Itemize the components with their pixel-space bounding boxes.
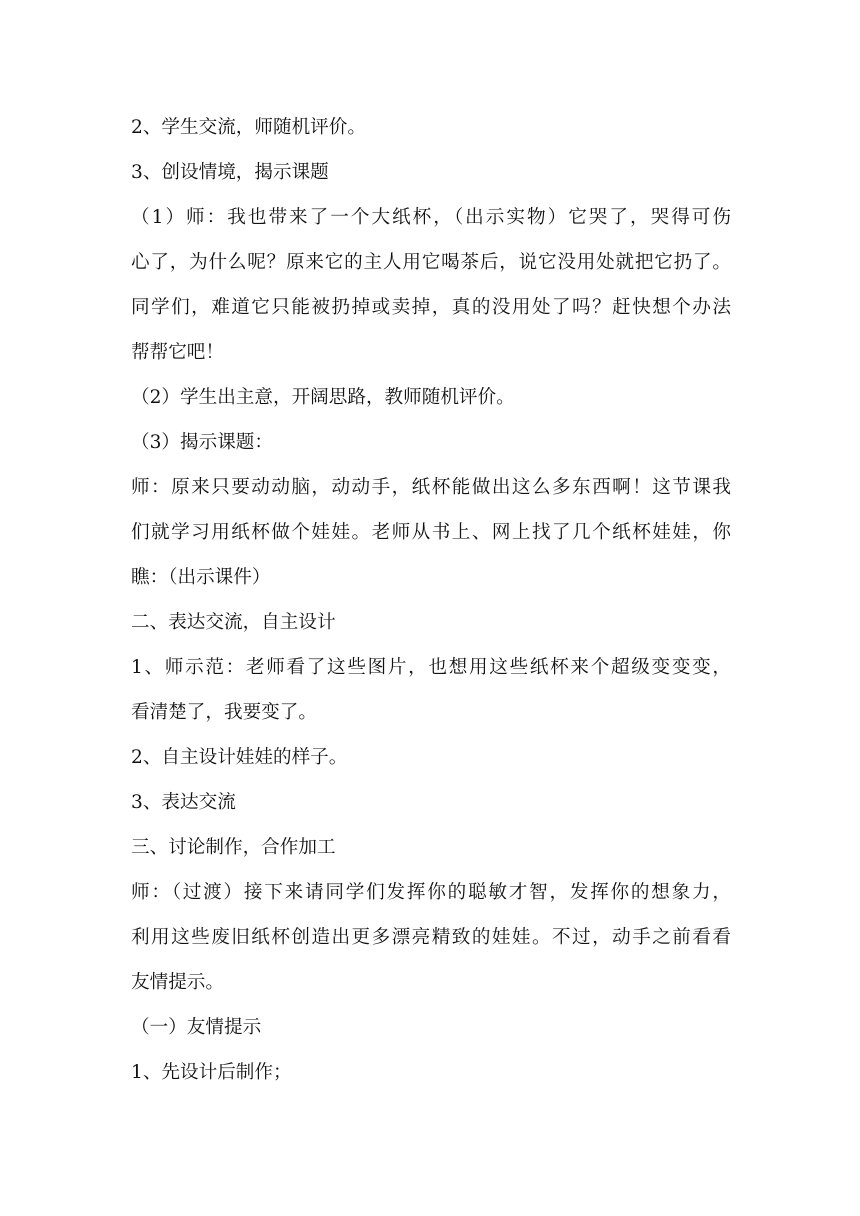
text-line: 1、先设计后制作； — [131, 1062, 292, 1083]
text-line: 心了，为什么呢？原来它的主人用它喝茶后，说它没用处就把它扔了。 — [131, 252, 731, 273]
text-line: 2、自主设计娃娃的样子。 — [131, 747, 348, 768]
text-line: 师：原来只要动动脑，动动手，纸杯能做出这么多东西啊！这节课我 — [131, 477, 731, 498]
text-line: （2）学生出主意，开阔思路，教师随机评价。 — [131, 387, 515, 408]
text-line: 三、讨论制作，合作加工 — [131, 837, 336, 858]
text-line: 3、创设情境，揭示课题 — [131, 162, 329, 183]
text-line: 同学们，难道它只能被扔掉或卖掉，真的没用处了吗？赶快想个办法 — [131, 297, 731, 318]
text-line: 友情提示。 — [131, 972, 224, 993]
text-line: 2、学生交流，师随机评价。 — [131, 117, 366, 138]
text-line: 二、表达交流，自主设计 — [131, 612, 336, 633]
text-line: 1、师示范：老师看了这些图片，也想用这些纸杯来个超级变变变， — [131, 657, 731, 678]
text-line: （3）揭示课题： — [131, 432, 273, 453]
text-line: （1）师：我也带来了一个大纸杯，（出示实物）它哭了，哭得可伤 — [131, 207, 731, 228]
text-line: （一）友情提示 — [131, 1017, 262, 1038]
text-line: 们就学习用纸杯做个娃娃。老师从书上、网上找了几个纸杯娃娃，你 — [131, 522, 731, 543]
text-line: 3、表达交流 — [131, 792, 236, 813]
text-line: 看清楚了，我要变了。 — [131, 702, 317, 723]
text-line: 瞧：（出示课件） — [131, 567, 271, 588]
text-line: 利用这些废旧纸杯创造出更多漂亮精致的娃娃。不过，动手之前看看 — [131, 927, 731, 948]
text-line: 帮帮它吧！ — [131, 342, 224, 363]
text-line: 师：（过渡）接下来请同学们发挥你的聪敏才智，发挥你的想象力， — [131, 882, 731, 903]
